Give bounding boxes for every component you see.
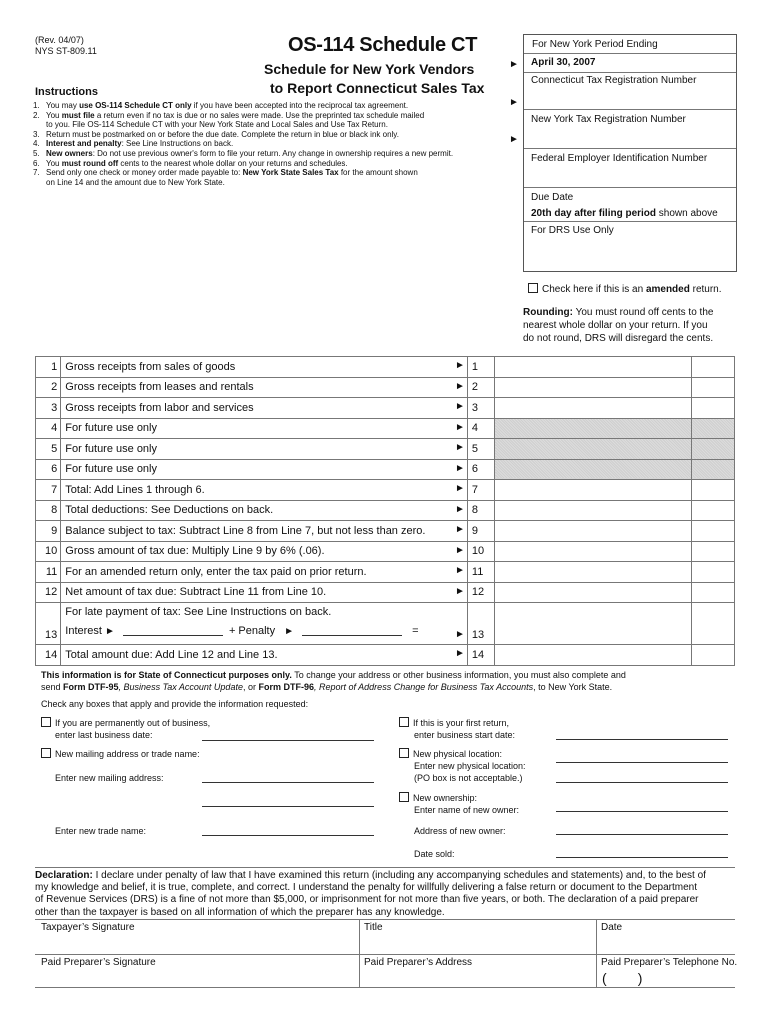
ny-registration-field[interactable] [524, 148, 736, 149]
line-number: 1 [36, 357, 61, 378]
checkbox-icon[interactable] [41, 717, 51, 727]
amount-cents-field [692, 480, 735, 501]
arrow-icon: ► [455, 544, 465, 556]
ct-registration-label: Connecticut Tax Registration Number [531, 75, 697, 86]
form-code: NYS ST-809.11 [35, 46, 97, 56]
line-description: For an amended return only, enter the tax paid on prior return. ► [61, 562, 468, 583]
new-owner-name-label: Enter name of new owner: [414, 805, 520, 815]
last-business-date-field[interactable] [202, 740, 374, 741]
start-date-field[interactable] [556, 739, 728, 740]
line-number: 8 [36, 500, 61, 521]
line-number: 13 [36, 603, 61, 645]
arrow-icon: ► [455, 629, 465, 640]
new-trade-name-label: Enter new trade name: [55, 826, 147, 836]
arrow-icon: ► [284, 626, 295, 637]
tax-line-row [36, 398, 735, 419]
interest-field[interactable] [123, 635, 223, 636]
amount-dollars-field[interactable] [495, 500, 692, 521]
instruction-item: 3. Return must be postmarked on or before the due date. Complete the return in blue or black ink only. [33, 129, 399, 139]
title-field[interactable]: Title [364, 922, 383, 933]
new-ownership-checkbox[interactable]: New ownership: [399, 792, 477, 803]
instruction-item: to you. File OS-114 Schedule CT with your New York State and Local Sales and Use Tax Return. [46, 120, 388, 130]
instructions-list [33, 101, 513, 187]
new-trade-name-field[interactable] [202, 835, 374, 836]
line-number: 12 [36, 582, 61, 603]
line-number: 10 [36, 541, 61, 562]
amount-cents-field [692, 582, 735, 603]
line-ref-number: 3 [467, 398, 494, 419]
line-ref-number: 4 [467, 418, 494, 439]
preparer-signature-field[interactable]: Paid Preparer’s Signature [41, 957, 156, 968]
line-number: 3 [36, 398, 61, 419]
out-of-business-checkbox[interactable]: If you are permanently out of business, [41, 717, 210, 728]
amount-dollars-field[interactable] [495, 645, 692, 666]
checkbox-icon[interactable] [399, 717, 409, 727]
line-description: Gross amount of tax due: Multiply Line 9 by 6% (.06). ► [61, 541, 468, 562]
arrow-icon: ► [455, 442, 465, 453]
amount-dollars-field [495, 418, 692, 439]
amount-dollars-field[interactable] [495, 377, 692, 398]
tax-line-row [36, 418, 735, 439]
line-number: 7 [36, 480, 61, 501]
period-value: April 30, 2007 [531, 57, 596, 68]
tax-line-row [36, 500, 735, 521]
tax-lines-table [35, 356, 735, 666]
arrow-icon: ► [455, 421, 465, 433]
form-title: OS-114 Schedule CT [288, 34, 478, 56]
date-field[interactable]: Date [601, 922, 623, 933]
header-info-panel [523, 34, 737, 272]
instructions-heading: Instructions [35, 86, 98, 98]
tax-line-row [36, 645, 735, 666]
tax-line-row [36, 603, 735, 645]
arrow-icon: ► [455, 585, 465, 597]
form-subtitle-2: to Report Connecticut Sales Tax [270, 80, 485, 96]
date-sold-field[interactable] [556, 857, 728, 858]
amount-cents-field [692, 521, 735, 542]
amount-dollars-field[interactable] [495, 562, 692, 583]
ny-registration-label: New York Tax Registration Number [531, 114, 686, 125]
arrow-icon: ► [455, 503, 465, 515]
line-number: 2 [36, 377, 61, 398]
new-physical-location-field-2[interactable] [556, 782, 728, 783]
fein-label: Federal Employer Identification Number [531, 153, 708, 164]
arrow-icon: ► [455, 462, 465, 474]
arrow-icon: ► [455, 524, 465, 535]
instruction-item: 6. You must round off cents to the nearest whole dollar on your returns and schedules. [33, 158, 348, 168]
checkbox-icon[interactable] [41, 748, 51, 758]
arrow-icon: ► [455, 380, 465, 392]
line-ref-number: 7 [467, 480, 494, 501]
line-description: Total: Add Lines 1 through 6. ► [61, 480, 468, 501]
date-sold-label: Date sold: [414, 849, 455, 859]
info-notice: This information is for State of Connecticut purposes only. To change your address or other business information, you must also complete and send Form DTF-95, Business Tax Account Update, or Form DTF-96, Report of Address Change for Business Tax Accounts, to New York State. [41, 670, 626, 692]
arrow-icon: ► [455, 483, 465, 494]
line-description: Total deductions: See Deductions on back. ► [61, 500, 468, 521]
new-mailing-address-field-2[interactable] [202, 806, 374, 807]
line-ref-number: 8 [467, 500, 494, 521]
line-ref-number: 14 [467, 645, 494, 666]
line-ref-number: 6 [467, 459, 494, 480]
line-number: 6 [36, 459, 61, 480]
revision-date: (Rev. 04/07) [35, 35, 84, 45]
first-return-checkbox[interactable]: If this is your first return, [399, 717, 509, 728]
instruction-item: 1. You may use OS-114 Schedule CT only if you have been accepted into the reciprocal tax agreement. [33, 101, 409, 110]
new-mailing-checkbox[interactable]: New mailing address or trade name: [41, 748, 200, 759]
line-number: 5 [36, 439, 61, 460]
tax-line-row [36, 439, 735, 460]
arrow-icon: ► [509, 97, 519, 108]
amount-cents-field [692, 357, 735, 378]
arrow-icon: ► [105, 626, 115, 637]
taxpayer-signature-field[interactable]: Taxpayer’s Signature [41, 922, 135, 933]
amended-return-checkbox[interactable]: Check here if this is an amended return. [528, 283, 722, 295]
amount-dollars-field[interactable] [495, 603, 692, 645]
preparer-phone-field[interactable]: Paid Preparer’s Telephone No. [601, 957, 738, 968]
tax-line-row [36, 562, 735, 583]
new-mailing-address-field-1[interactable] [202, 782, 374, 783]
instruction-item: on Line 14 and the amount due to New York State. [46, 177, 225, 187]
fein-field[interactable] [524, 187, 736, 188]
amount-cents-field [692, 459, 735, 480]
line-description: For future use only ► [61, 459, 468, 480]
instruction-item: 7. Send only one check or money order made payable to: New York State Sales Tax for the amount shown [33, 168, 418, 178]
drs-use-label: For DRS Use Only [531, 225, 614, 236]
amount-cents-field [692, 439, 735, 460]
amount-dollars-field[interactable] [495, 398, 692, 419]
checkbox-icon[interactable] [528, 283, 538, 293]
tax-line-row [36, 582, 735, 603]
tax-line-row [36, 541, 735, 562]
line-ref-number: 12 [467, 582, 494, 603]
due-date-value: 20th day after filing period shown above [531, 208, 718, 219]
line-ref-number: 1 [467, 357, 494, 378]
ct-registration-field[interactable] [524, 109, 736, 110]
line-ref-number: 11 [467, 562, 494, 583]
phone-parentheses: ( ) [602, 970, 643, 986]
po-box-note: (PO box is not acceptable.) [414, 773, 523, 783]
amount-cents-field [692, 562, 735, 583]
line-description: Total amount due: Add Line 12 and Line 13. ► [61, 645, 468, 666]
tax-line-row [36, 459, 735, 480]
line-number: 4 [36, 418, 61, 439]
line-description: Net amount of tax due: Subtract Line 11 from Line 10. ► [61, 582, 468, 603]
instruction-item: 5. New owners: Do not use previous owner's form to file your return. Any change in ownership requires a new permit. [33, 148, 454, 158]
period-label: For New York Period Ending [532, 39, 658, 50]
preparer-address-field[interactable]: Paid Preparer’s Address [364, 957, 473, 968]
arrow-icon: ► [455, 565, 465, 576]
line-ref-number: 5 [467, 439, 494, 460]
line-description: Balance subject to tax: Subtract Line 8 from Line 7, but not less than zero. ► [61, 521, 468, 542]
new-owner-address-label: Address of new owner: [414, 826, 506, 836]
arrow-icon: ► [455, 360, 465, 371]
amount-cents-field [692, 541, 735, 562]
amount-cents-field [692, 500, 735, 521]
instruction-item: 4. Interest and penalty: See Line Instructions on back. [33, 139, 234, 149]
line-description: For late payment of tax: See Line Instructions on back. Interest ► + Penalty ► = ► [61, 603, 468, 645]
tax-line-row [36, 480, 735, 501]
tax-line-row [36, 377, 735, 398]
arrow-icon: ► [455, 401, 465, 412]
amount-cents-field [692, 645, 735, 666]
new-physical-location-field-1[interactable] [556, 762, 728, 763]
amount-cents-field [692, 418, 735, 439]
due-date-label: Due Date [531, 192, 574, 203]
line-description: Gross receipts from sales of goods ► [61, 357, 468, 378]
declaration: Declaration: I declare under penalty of law that I have examined this return (including any accompanying schedules and statements) and, to the best of my knowledge and belief, it is true, complete, and correct. I understand the penalty for willfully delivering a false return or document to the Department of Revenue Services (DRS) is a fine of not more than $5,000, or imprisonment for not more than five years, or both. The declaration of a paid preparer other than the taxpayer is based on all information of which the preparer has any knowledge. [35, 870, 706, 918]
line-number: 14 [36, 645, 61, 666]
new-physical-checkbox[interactable]: New physical location: [399, 748, 502, 759]
line-number: 11 [36, 562, 61, 583]
amount-dollars-field[interactable] [495, 541, 692, 562]
new-owner-address-field[interactable] [556, 834, 728, 835]
new-owner-name-field[interactable] [556, 811, 728, 812]
new-mailing-address-label: Enter new mailing address: [55, 773, 164, 783]
tax-line-row [36, 357, 735, 378]
checkbox-icon[interactable] [399, 792, 409, 802]
tax-line-row [36, 521, 735, 542]
line-ref-number: 2 [467, 377, 494, 398]
check-any-boxes: Check any boxes that apply and provide the information requested: [41, 699, 309, 709]
amount-dollars-field[interactable] [495, 480, 692, 501]
arrow-icon: ► [455, 648, 465, 659]
amount-cents-field [692, 377, 735, 398]
amount-dollars-field[interactable] [495, 582, 692, 603]
instruction-item: 2. You must file a return even if no tax is due or no sales were made. Use the preprinted tax schedule mailed [33, 110, 425, 120]
amount-cents-field [692, 398, 735, 419]
amount-cents-field [692, 603, 735, 645]
amount-dollars-field [495, 439, 692, 460]
amount-dollars-field[interactable] [495, 521, 692, 542]
last-business-date-label: enter last business date: [55, 730, 153, 740]
line-number: 9 [36, 521, 61, 542]
arrow-icon: ► [509, 134, 519, 145]
line-description: For future use only ► [61, 418, 468, 439]
line-ref-number: 13 [467, 603, 494, 645]
line-ref-number: 9 [467, 521, 494, 542]
penalty-field[interactable] [302, 635, 402, 636]
arrow-icon: ► [509, 59, 519, 70]
line-description: Gross receipts from leases and rentals ► [61, 377, 468, 398]
line-ref-number: 10 [467, 541, 494, 562]
checkbox-icon[interactable] [399, 748, 409, 758]
line-description: For future use only ► [61, 439, 468, 460]
start-date-label: enter business start date: [414, 730, 516, 740]
line-description: Gross receipts from labor and services ► [61, 398, 468, 419]
new-physical-location-label: Enter new physical location: [414, 761, 526, 771]
rounding-note: Rounding: You must round off cents to the nearest whole dollar on your return. If you do not round, DRS will disregard the cents. [523, 307, 714, 344]
amount-dollars-field[interactable] [495, 357, 692, 378]
form-subtitle-1: Schedule for New York Vendors [264, 61, 475, 77]
amount-dollars-field [495, 459, 692, 480]
